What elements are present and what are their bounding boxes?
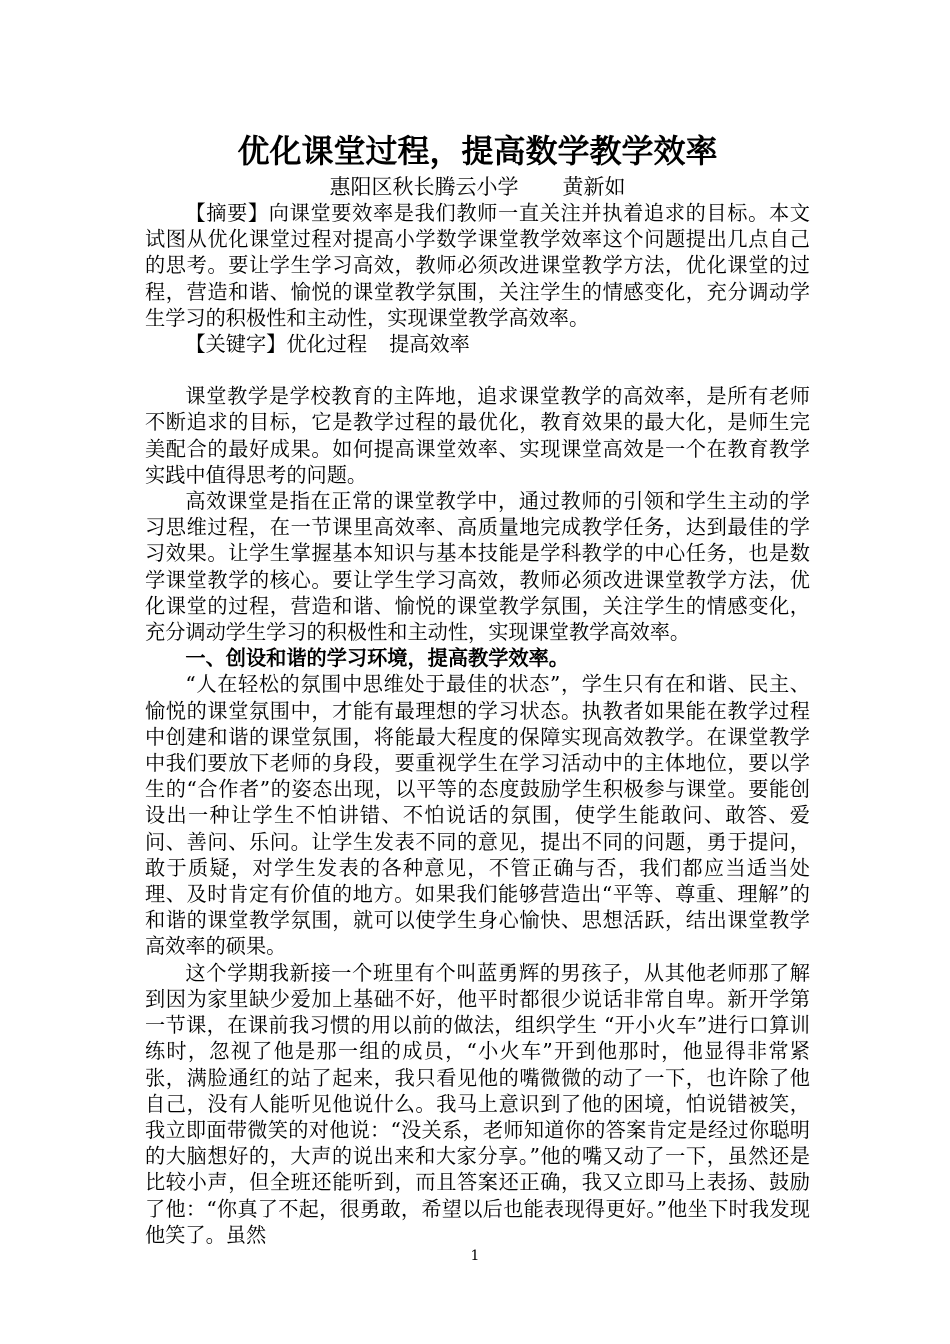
blank-line [145,357,810,383]
keywords-rest: 提高效率 [389,332,470,357]
body-paragraph: 这个学期我新接一个班里有个叫蓝勇辉的男孩子，从其他老师那了解到因为家里缺少爱加上基础不好，他平时都很少说话非常自卑。新开学第一节课，在课前我习惯的用以前的做法，组织学生 “开小火车”进行口算训练时，忽视了他是那一组的成员，“小火车”开到他那时，他显得非常紧张，满脸通红的站了起来，我只看见他的嘴微微的动了一下，也许除了他自己，没有人能听见他说什么。我马上意识到了他的困境，怕说错被笑，我立即面带微笑的对他说：“没关系，老师知道你的答案肯定是经过你聪明的大脑想好的，大声的说出来和大家分享。”他的嘴又动了一下，虽然还是比较小声，但全班还能听到，而且答案还正确，我又立即马上表扬、鼓励了他：“你真了不起，很勇敢，希望以后也能表现得更好。”他坐下时我发现他笑了。虽然 [145,960,810,1247]
document-page [145,128,810,1248]
keywords-line [145,331,810,357]
author-line [145,174,810,200]
body-paragraph: 高效课堂是指在正常的课堂教学中，通过教师的引领和学生主动的学习思维过程，在一节课里高效率、高质量地完成教学任务，达到最佳的学习效果。让学生掌握基本知识与基本技能是学科教学的中心任务，也是数学课堂教学的核心。要让学生学习高效，教师必须改进课堂教学方法，优化课堂的过程，营造和谐、愉悦的课堂教学氛围，关注学生的情感变化，充分调动学生学习的积极性和主动性，实现课堂教学高效率。 [145,489,810,645]
body-paragraph: “人在轻松的氛围中思维处于最佳的状态”，学生只有在和谐、民主、愉悦的课堂氛围中，才能有最理想的学习状态。执教者如果能在教学过程中创建和谐的课堂氛围，将能最大程度的保障实现高效教学。在课堂教学中我们要放下老师的身段，要重视学生在学习活动中的主体地位，要以学生的“合作者”的姿态出现，以平等的态度鼓励学生积极参与课堂。要能创设出一种让学生不怕讲错、不怕说话的氛围，使学生能敢问、敢答、爱问、善问、乐问。让学生发表不同的意见，提出不同的问题，勇于提问，敢于质疑，对学生发表的各种意见，不管正确与否，我们都应当适当处理、及时肯定有价值的地方。如果我们能够营造出“平等、尊重、理解”的和谐的课堂教学氛围，就可以使学生身心愉快、思想活跃，结出课堂教学高效率的硕果。 [145,672,810,959]
author-school: 惠阳区秋长腾云小学 [329,175,519,199]
page-number: 1 [470,1248,480,1264]
body-paragraph: 课堂教学是学校教育的主阵地，追求课堂教学的高效率，是所有老师不断追求的目标，它是教学过程的最优化，教育效果的最大化，是师生完美配合的最好成果。如何提高课堂效率、实现课堂高效是一个在教育教学实践中值得思考的问题。 [145,384,810,487]
author-name: 黄新如 [562,175,626,199]
keywords-label: 【关键字】优化过程 [185,332,368,357]
abstract-paragraph: 【摘要】向课堂要效率是我们教师一直关注并执着追求的目标。本文试图从优化课堂过程对提高小学数学课堂教学效率这个问题提出几点自己的思考。要让学生学习高效，教师必须改进课堂教学方法，优化课堂的过程，营造和谐、愉悦的课堂教学氛围，关注学生的情感变化，充分调动学生学习的积极性和主动性，实现课堂教学高效率。 [145,201,810,330]
document-title: 优化课堂过程，提高数学教学效率 [237,132,718,170]
section-heading: 一、创设和谐的学习环境，提高教学效率。 [185,646,569,671]
